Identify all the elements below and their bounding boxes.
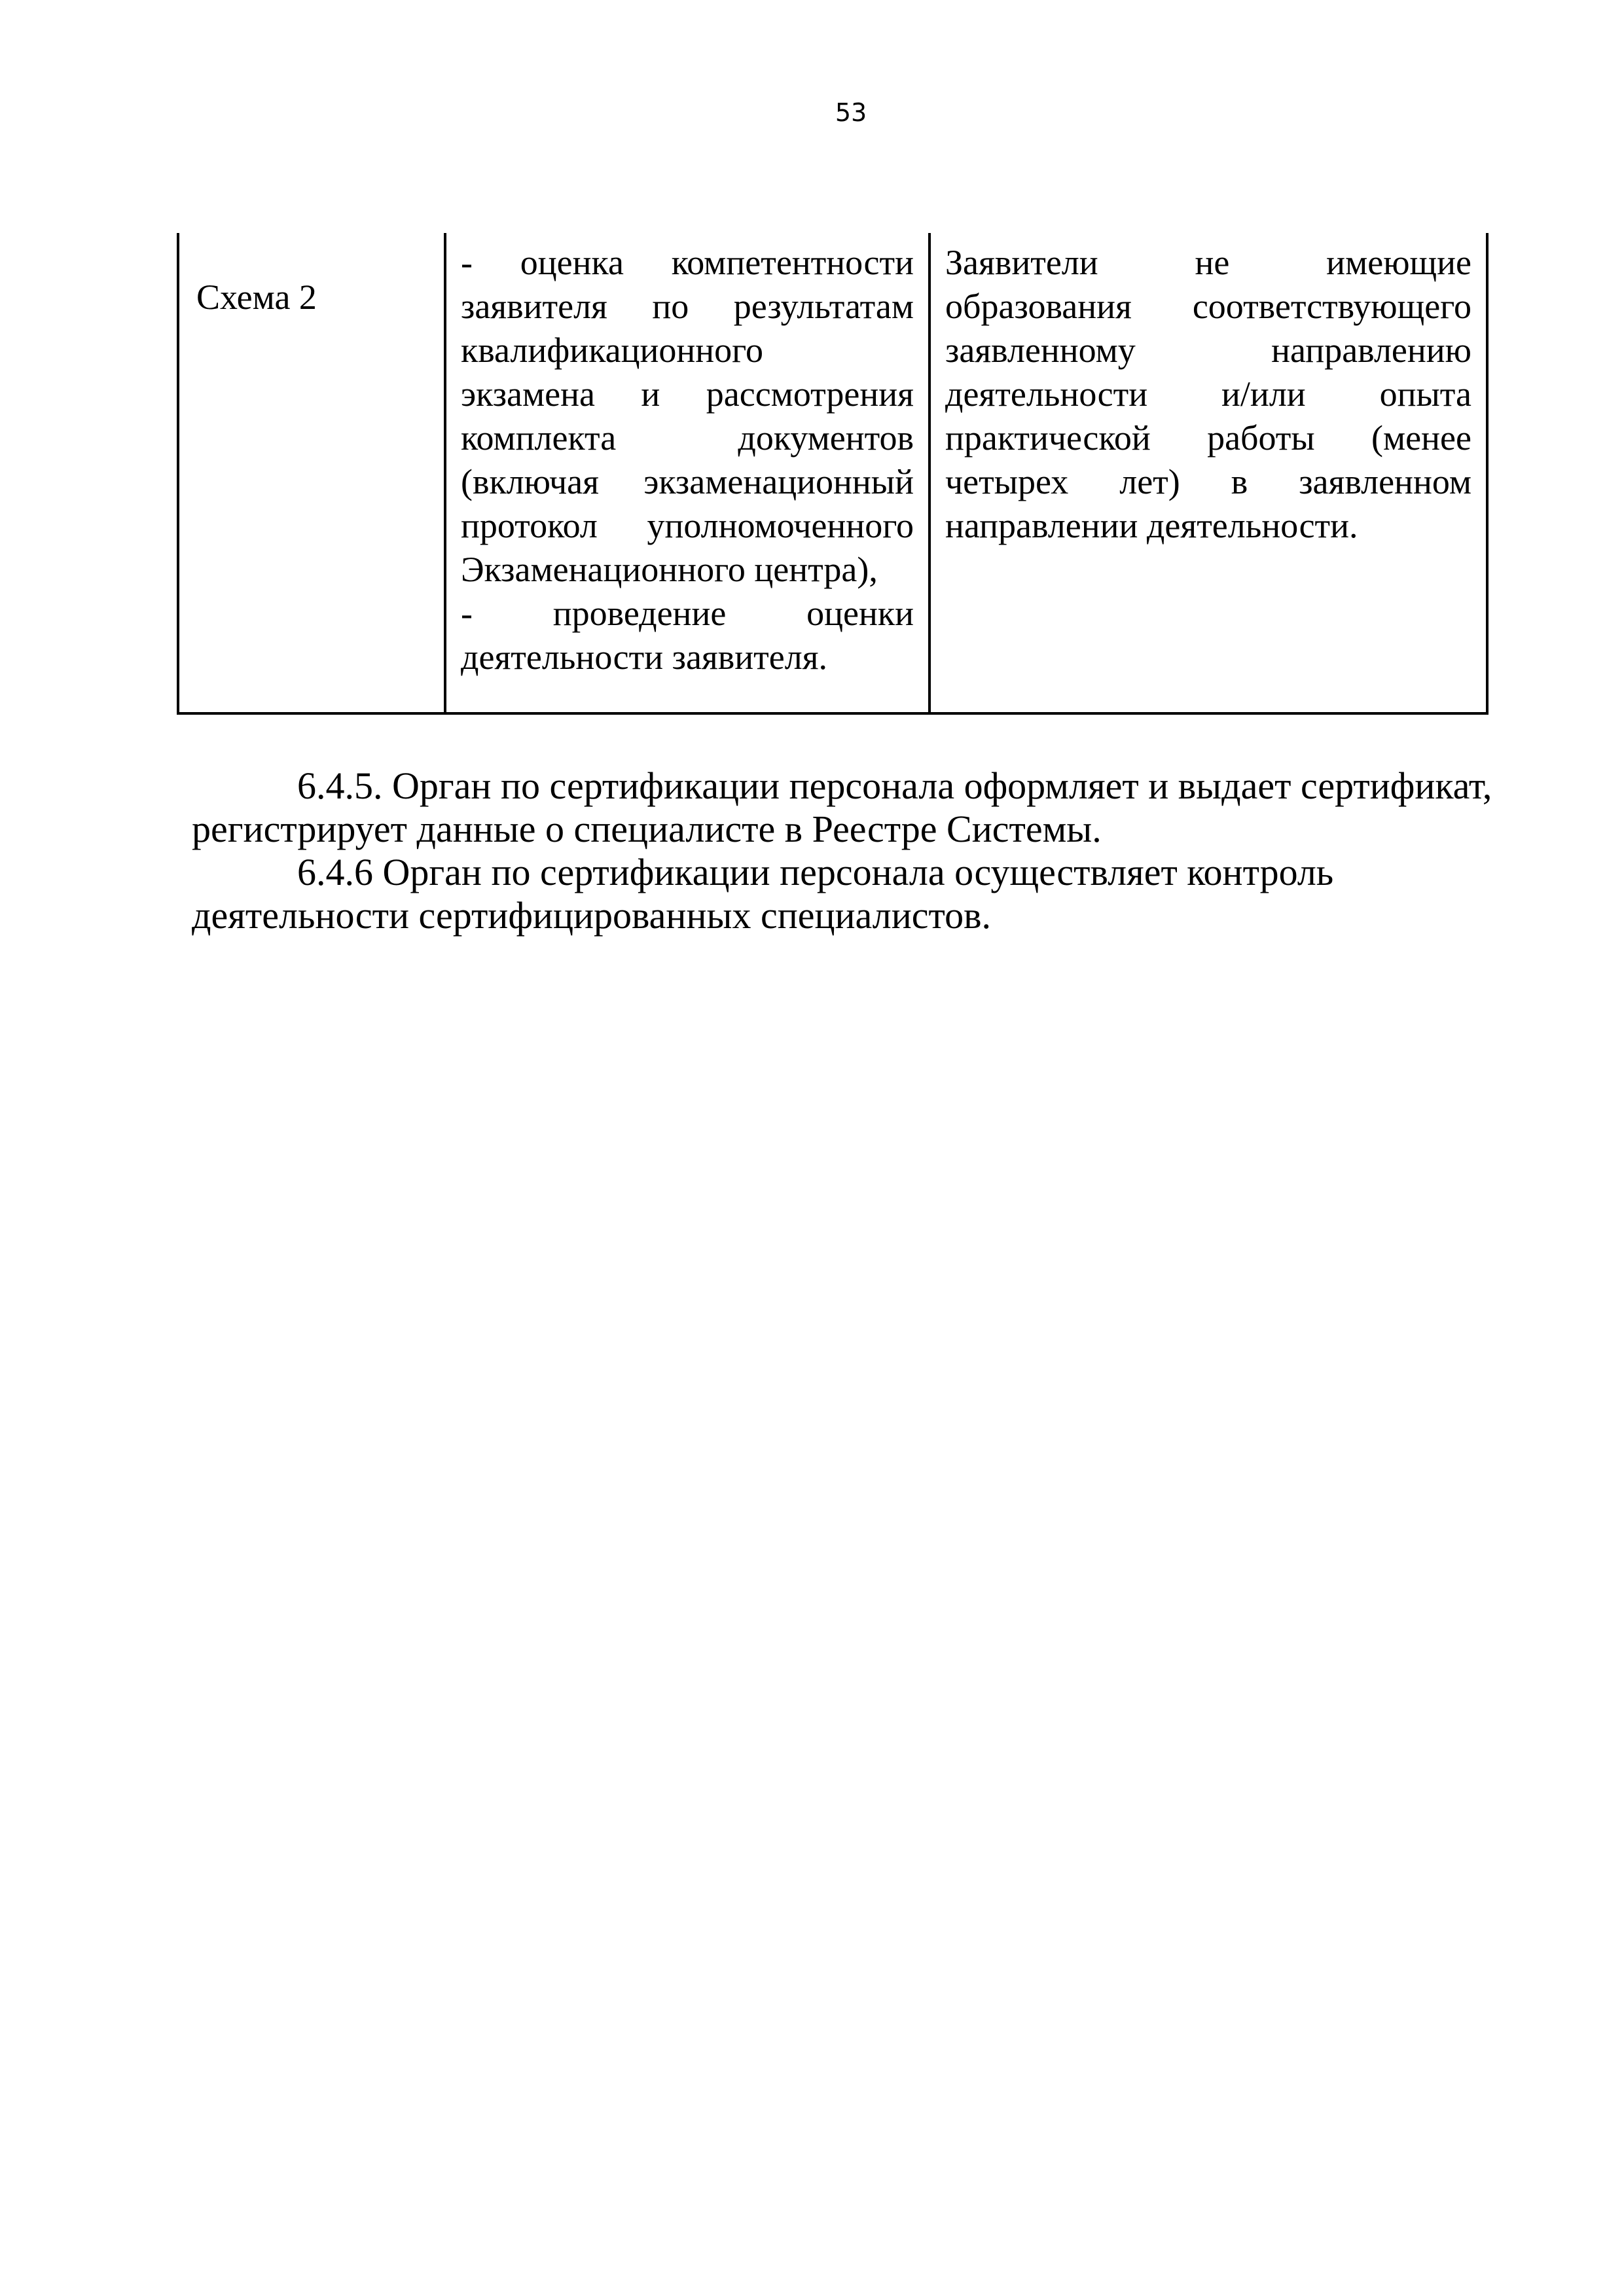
page-number: 53 [835,98,867,127]
paragraph-first-line: 6.4.6 Орган по сертификации персонала осуществляет контроль [297,851,1334,893]
certification-scheme-table [177,233,1489,715]
method-line: квалификационного [461,331,763,370]
scheme-label: Схема 2 [196,278,317,317]
scheme-cell [178,233,445,713]
method-line: - проведение оценки [461,594,914,633]
applicants-line: практической работы (менее [945,418,1471,457]
method-line: протокол уполномоченного [461,506,914,545]
method-line: экзамена и рассмотрения [461,374,914,414]
method-line: Экзаменационного центра), [461,550,878,589]
method-line: - оценка компетентности [461,243,914,282]
paragraph-first-line: 6.4.5. Орган по сертификации персонала оформляет и выдает сертификат, [297,764,1492,807]
method-line: (включая экзаменационный [461,462,914,501]
paragraph-6-4-5 [192,764,1504,851]
paragraph-6-4-6 [192,851,1504,937]
method-line: комплекта документов [461,418,914,457]
applicants-cell [929,233,1487,713]
applicants-line: четырех лет) в заявленном [945,462,1471,501]
applicants-line: заявленному направлению [945,331,1471,370]
assessment-method-cell [445,233,929,713]
method-line: деятельности заявителя. [461,637,828,677]
table-row [178,233,1487,713]
applicants-line: деятельности и/или опыта [945,374,1471,414]
applicants-line: направлении деятельности. [945,506,1358,545]
applicants-line: образования соответствующего [945,287,1471,326]
paragraph-continuation: регистрирует данные о специалисте в Реестре Системы. [192,808,1102,850]
method-line: заявителя по результатам [461,287,914,326]
applicants-line: Заявители не имеющие [945,243,1471,282]
paragraph-continuation: деятельности сертифицированных специалистов. [192,894,992,937]
